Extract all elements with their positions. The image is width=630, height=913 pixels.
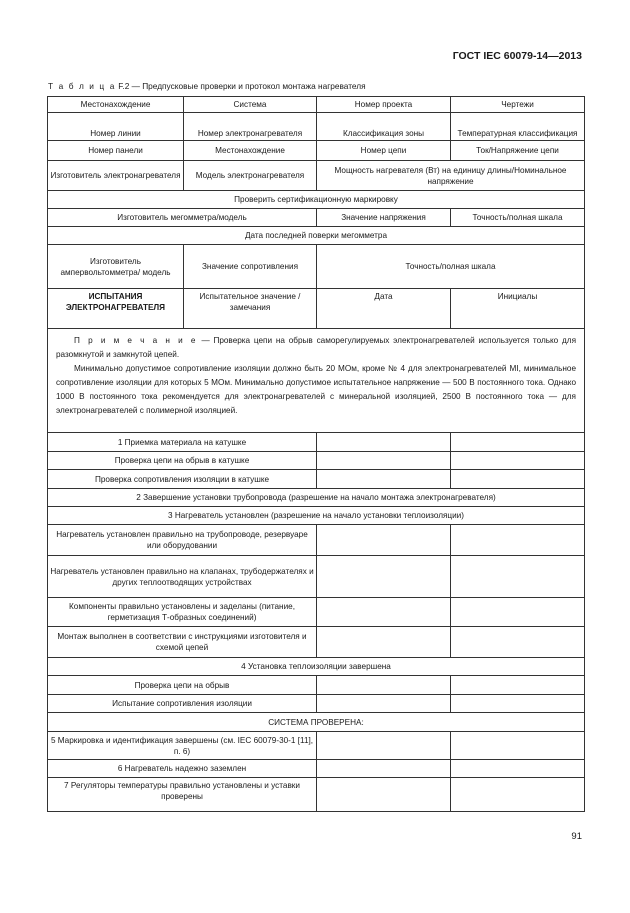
blank-cell[interactable] (451, 778, 585, 812)
cell-panel-number: Номер панели (48, 141, 184, 161)
cell-heater-manufacturer: Изготовитель электронагревателя (48, 161, 184, 191)
blank-cell[interactable] (451, 676, 585, 695)
blank-cell[interactable] (451, 470, 585, 489)
row-label: 1 Приемка материала на катушке (48, 433, 317, 452)
row-label: 5 Маркировка и идентификация завершены (см. IEC 60079-30-1 [11], п. 6) (48, 732, 317, 760)
row-label: Проверка цепи на обрыв в катушке (48, 452, 317, 470)
row-label: Проверка цепи на обрыв (48, 676, 317, 695)
row-label: Испытание сопротивления изоляции (48, 695, 317, 713)
table-row (48, 227, 585, 245)
blank-cell[interactable] (317, 470, 451, 489)
cell-voltage-value: Значение напряжения (317, 209, 451, 227)
table-row (48, 289, 585, 329)
blank-cell[interactable] (451, 525, 585, 556)
cell-circuit-number: Номер цепи (317, 141, 451, 161)
section-heading: 3 Нагреватель установлен (разрешение на начало установки теплоизоляции) (48, 507, 585, 525)
table-row (48, 713, 585, 732)
cell-location: Местонахождение (48, 97, 184, 113)
cell-check-marking: Проверить сертификационную маркировку (48, 191, 585, 209)
table-row (48, 191, 585, 209)
table-row (48, 627, 585, 658)
cell-accuracy-scale-2: Точность/полная шкала (317, 245, 585, 289)
page-number: 91 (571, 831, 582, 842)
cell-heater-tests: ИСПЫТАНИЯ ЭЛЕКТРОНАГРЕВАТЕЛЯ (48, 289, 184, 329)
blank-cell[interactable] (317, 627, 451, 658)
table-row (48, 113, 585, 141)
blank-cell[interactable] (317, 598, 451, 627)
table-row (48, 141, 585, 161)
cell-resistance-value: Значение сопротивления (184, 245, 317, 289)
table-row (48, 525, 585, 556)
table-row (48, 760, 585, 778)
table-row (48, 161, 585, 191)
cell-location-2: Местонахождение (184, 141, 317, 161)
cell-heater-power: Мощность нагревателя (Вт) на единицу длины/Номинальное напряжение (317, 161, 585, 191)
table-caption (48, 81, 366, 91)
cell-circuit-current-voltage: Ток/Напряжение цепи (451, 141, 585, 161)
cell-megohmmeter-calibration: Дата последней поверки мегомметра (48, 227, 585, 245)
section-heading: 4 Установка теплоизоляции завершена (48, 658, 585, 676)
row-label: Нагреватель установлен правильно на клапанах, трубодержателях и других теплоотводящих устройствах (48, 556, 317, 598)
blank-cell[interactable] (317, 732, 451, 760)
blank-cell[interactable] (317, 556, 451, 598)
table-row (48, 209, 585, 227)
note-paragraph-1 (56, 334, 576, 362)
blank-cell[interactable] (317, 778, 451, 812)
table-row (48, 489, 585, 507)
blank-cell[interactable] (451, 760, 585, 778)
table-row (48, 97, 585, 113)
blank-cell[interactable] (451, 452, 585, 470)
table-row (48, 452, 585, 470)
table-row (48, 732, 585, 760)
table-row (48, 676, 585, 695)
table-row (48, 695, 585, 713)
table-row (48, 507, 585, 525)
standard-number: ГОСТ IEC 60079-14—2013 (452, 50, 582, 62)
cell-multimeter-model: Изготовитель ампервольтомметра/ модель (48, 245, 184, 289)
cell-test-value-remarks: Испытательное значение /замечания (184, 289, 317, 329)
row-label: 6 Нагреватель надежно заземлен (48, 760, 317, 778)
blank-cell[interactable] (317, 452, 451, 470)
caption-prefix: Т а б л и ц а (48, 81, 116, 91)
caption-text: F.2 — Предпусковые проверки и протокол монтажа нагревателя (118, 81, 366, 91)
table-row (48, 778, 585, 812)
cell-accuracy-scale: Точность/полная шкала (451, 209, 585, 227)
cell-date: Дата (317, 289, 451, 329)
blank-cell[interactable] (317, 695, 451, 713)
row-label: 7 Регуляторы температуры правильно установлены и уставки проверены (48, 778, 317, 812)
cell-system: Система (184, 97, 317, 113)
note-cell (48, 329, 585, 433)
row-label: Компоненты правильно установлены и заделаны (питание, герметизация Т-образных соединений) (48, 598, 317, 627)
cell-heater-number: Номер электронагревателя (184, 113, 317, 141)
blank-cell[interactable] (451, 598, 585, 627)
table-row (48, 598, 585, 627)
table-row (48, 658, 585, 676)
row-label: Нагреватель установлен правильно на трубопроводе, резервуаре или оборудовании (48, 525, 317, 556)
blank-cell[interactable] (317, 525, 451, 556)
blank-cell[interactable] (451, 695, 585, 713)
cell-project-number: Номер проекта (317, 97, 451, 113)
blank-cell[interactable] (451, 732, 585, 760)
row-label: Монтаж выполнен в соответствии с инструкциями изготовителя и схемой цепей (48, 627, 317, 658)
row-label: Проверка сопротивления изоляции в катушке (48, 470, 317, 489)
table-row (48, 329, 585, 433)
note-prefix: П р и м е ч а н и е (74, 336, 198, 345)
note-text-1: — Проверка цепи на обрыв саморегулируемых электронагревателей используется только для разомкнутой и замкнутой цепей. (56, 336, 577, 359)
blank-cell[interactable] (317, 760, 451, 778)
table-row (48, 556, 585, 598)
cell-megohmmeter-model: Изготовитель мегомметра/модель (48, 209, 317, 227)
note-paragraph-2: Минимально допустимое сопротивление изоляции должно быть 20 МОм, кроме № 4 для электронагревателей MI, минимальное сопротивление изоляции для которых 5 МОм. Минимально допустимое испытательное напряжение — 500 В постоянного тока. Однако 1000 В постоянного тока рекомендуется для электронагревателей с минеральной изоляцией, 2500 В постоянного тока — для электронагревателей с полимерной изоляцией. (56, 364, 576, 415)
table-row (48, 470, 585, 489)
cell-area-classification: Классификация зоны (317, 113, 451, 141)
cell-initials: Инициалы (451, 289, 585, 329)
blank-cell[interactable] (317, 433, 451, 452)
table-row (48, 245, 585, 289)
blank-cell[interactable] (317, 676, 451, 695)
cell-temperature-class: Температурная классификация (451, 113, 585, 141)
cell-line-number: Номер линии (48, 113, 184, 141)
blank-cell[interactable] (451, 556, 585, 598)
pre-commissioning-table (47, 96, 585, 812)
blank-cell[interactable] (451, 627, 585, 658)
cell-drawings: Чертежи (451, 97, 585, 113)
cell-heater-model: Модель электронагревателя (184, 161, 317, 191)
table-row (48, 433, 585, 452)
section-heading: СИСТЕМА ПРОВЕРЕНА: (48, 713, 585, 732)
section-heading: 2 Завершение установки трубопровода (разрешение на начало монтажа электронагревателя) (48, 489, 585, 507)
blank-cell[interactable] (451, 433, 585, 452)
